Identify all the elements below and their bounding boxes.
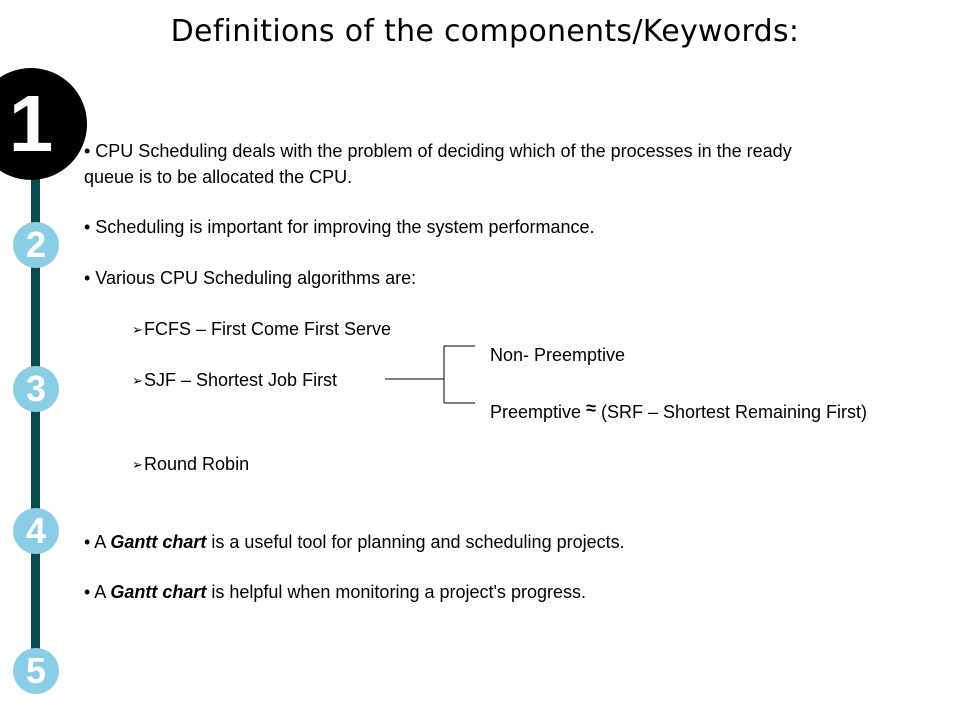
bullet-gantt-monitoring [84,579,586,605]
sjf-preemptive-line [490,398,868,423]
step-1-marker [0,68,87,180]
algorithm-fcfs-label: FCFS – First Come First Serve [144,319,392,339]
page-title: Definitions of the components/Keywords: [170,14,800,49]
bullet-gantt-planning [84,529,625,555]
bullet-scheduling-importance: • Scheduling is important for improving the system performance. [84,217,595,237]
sjf-branch-bracket [380,340,480,410]
gantt-monitoring-term: Gantt chart [110,582,207,602]
gantt-planning-suffix: is a useful tool for planning and scheduling projects. [206,532,625,552]
step-3-number: 3 [25,368,47,409]
step-5-number: 5 [25,650,47,691]
algorithm-item-round-robin [132,454,249,475]
algorithm-item-fcfs [132,319,391,340]
step-3-marker [13,366,59,412]
approx-symbol: ≈ [586,398,596,418]
arrow-bullet-icon: ➢ [132,373,143,388]
step-4-marker [13,508,59,554]
gantt-monitoring-prefix: • A [84,582,111,602]
step-4-number: 4 [25,510,47,551]
arrow-bullet-icon: ➢ [132,322,143,337]
step-5-marker [13,648,59,694]
gantt-monitoring-suffix: is helpful when monitoring a project's progress. [206,582,586,602]
sjf-preemptive-label: Preemptive [490,402,582,422]
step-2-marker [13,222,59,268]
algorithm-sjf-label: SJF – Shortest Job First [144,370,338,390]
step-1-number: 1 [8,79,54,168]
algorithm-item-sjf [132,370,337,391]
bullet-algorithms-intro: • Various CPU Scheduling algorithms are: [84,268,417,288]
bullet-cpu-scheduling-line1: • CPU Scheduling deals with the problem of deciding which of the processes in the ready [84,141,792,161]
sjf-preemptive-detail: (SRF – Shortest Remaining First) [595,402,868,422]
algorithm-rr-label: Round Robin [144,454,250,474]
step-2-number: 2 [25,224,47,265]
bullet-cpu-scheduling-line2: queue is to be allocated the CPU. [84,167,353,187]
sjf-non-preemptive-label: Non- Preemptive [490,345,626,365]
gantt-planning-term: Gantt chart [110,532,207,552]
arrow-bullet-icon: ➢ [132,457,143,472]
gantt-planning-prefix: • A [84,532,111,552]
